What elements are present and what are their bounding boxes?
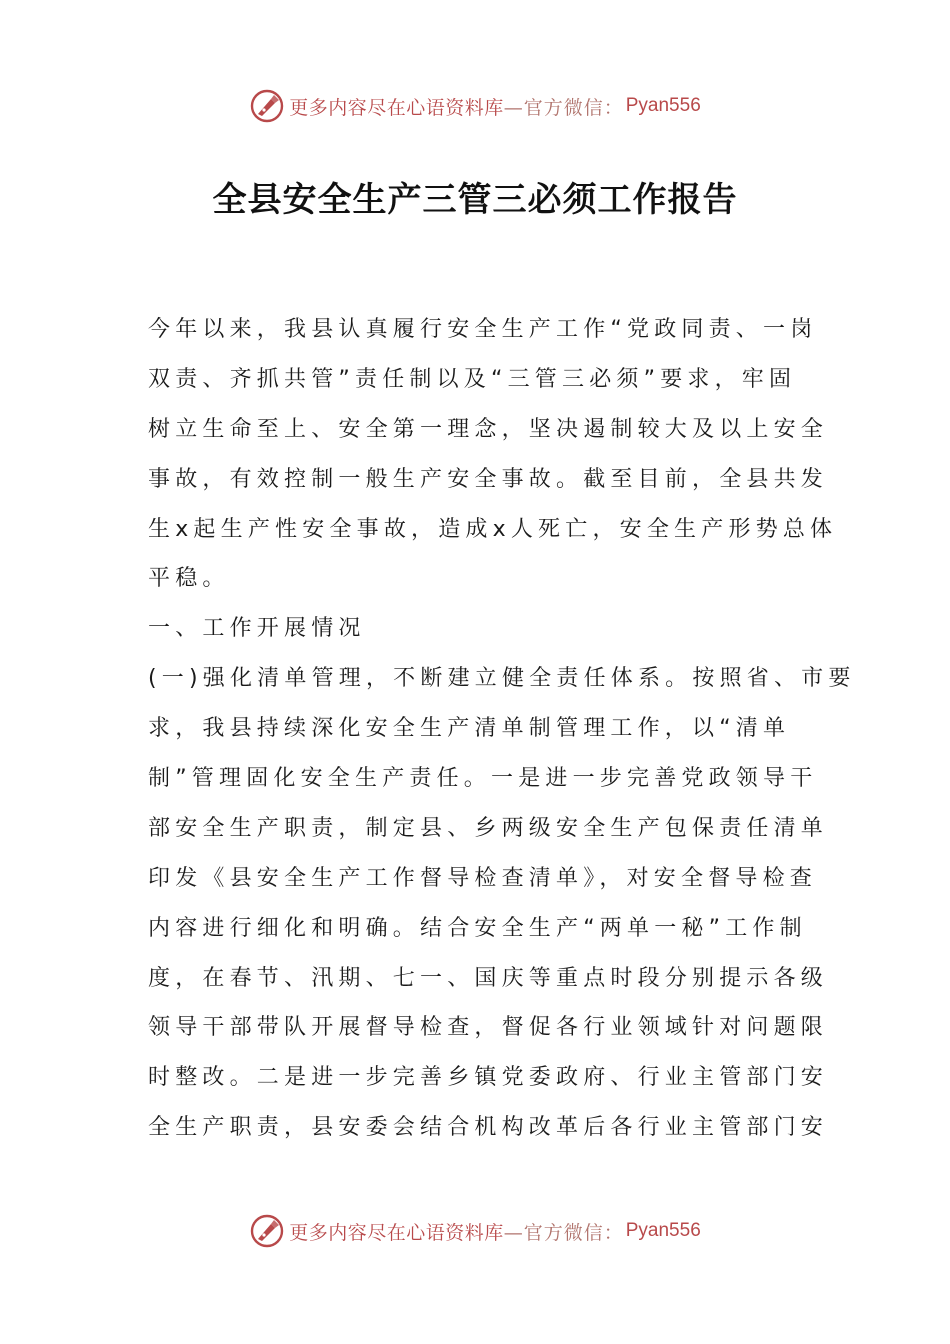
body-line: 内容进行细化和明确。结合安全生产“两单一秘”工作制 — [148, 915, 807, 941]
body-line: 印发《县安全生产工作督导检查清单》，对安全督导检查 — [148, 865, 818, 891]
body-line: 今年以来，我县认真履行安全生产工作“党政同责、一岗 — [148, 317, 818, 342]
document-body — [148, 305, 856, 1153]
watermark-brand: 更多内容尽在心语资料库 — [289, 1221, 504, 1244]
body-line: 求，我县持续深化安全生产清单制管理工作，以“清单 — [148, 716, 791, 742]
watermark-banner-top — [0, 86, 950, 126]
watermark-banner-bottom — [0, 1211, 950, 1251]
watermark-brand: 更多内容尽在心语资料库 — [289, 96, 504, 119]
section-heading: 一、工作开展情况 — [148, 616, 366, 642]
body-line: 树立生命至上、安全第一理念，坚决遏制较大及以上安全 — [148, 416, 829, 442]
body-line: 双责、齐抓共管”责任制以及“三管三必须”要求，牢固 — [148, 366, 797, 392]
body-line: 部安全生产职责，制定县、乡两级安全生产包保责任清单 — [148, 815, 829, 841]
body-line: 领导干部带队开展督导检查，督促各行业领域针对问题限 — [148, 1015, 829, 1041]
body-line: 制”管理固化安全生产责任。一是进一步完善党政领导干 — [148, 766, 818, 792]
pen-nib-circle-icon — [249, 88, 285, 124]
body-line: 度，在春节、汛期、七一、国庆等重点时段分别提示各级 — [148, 965, 829, 991]
body-line: 平稳。 — [148, 566, 230, 592]
watermark-official-label: —官方微信： — [503, 96, 624, 119]
document-title: 全县安全生产三管三必须工作报告 — [212, 180, 738, 220]
body-line: 事故，有效控制一般生产安全事故。截至目前，全县共发 — [148, 466, 829, 492]
watermark-wechat-id: Pyan556 — [625, 1220, 701, 1241]
pen-nib-circle-icon — [249, 1213, 285, 1249]
body-line: 时整改。二是进一步完善乡镇党委政府、行业主管部门安 — [148, 1065, 829, 1091]
body-line: 生x起生产性安全事故，造成x人死亡，安全生产形势总体 — [148, 516, 838, 542]
body-line: 全生产职责，县安委会结合机构改革后各行业主管部门安 — [148, 1115, 829, 1141]
watermark-official-label: —官方微信： — [503, 1221, 624, 1244]
watermark-wechat-id: Pyan556 — [625, 95, 701, 116]
body-line: (一)强化清单管理，不断建立健全责任体系。按照省、市要 — [148, 666, 856, 692]
